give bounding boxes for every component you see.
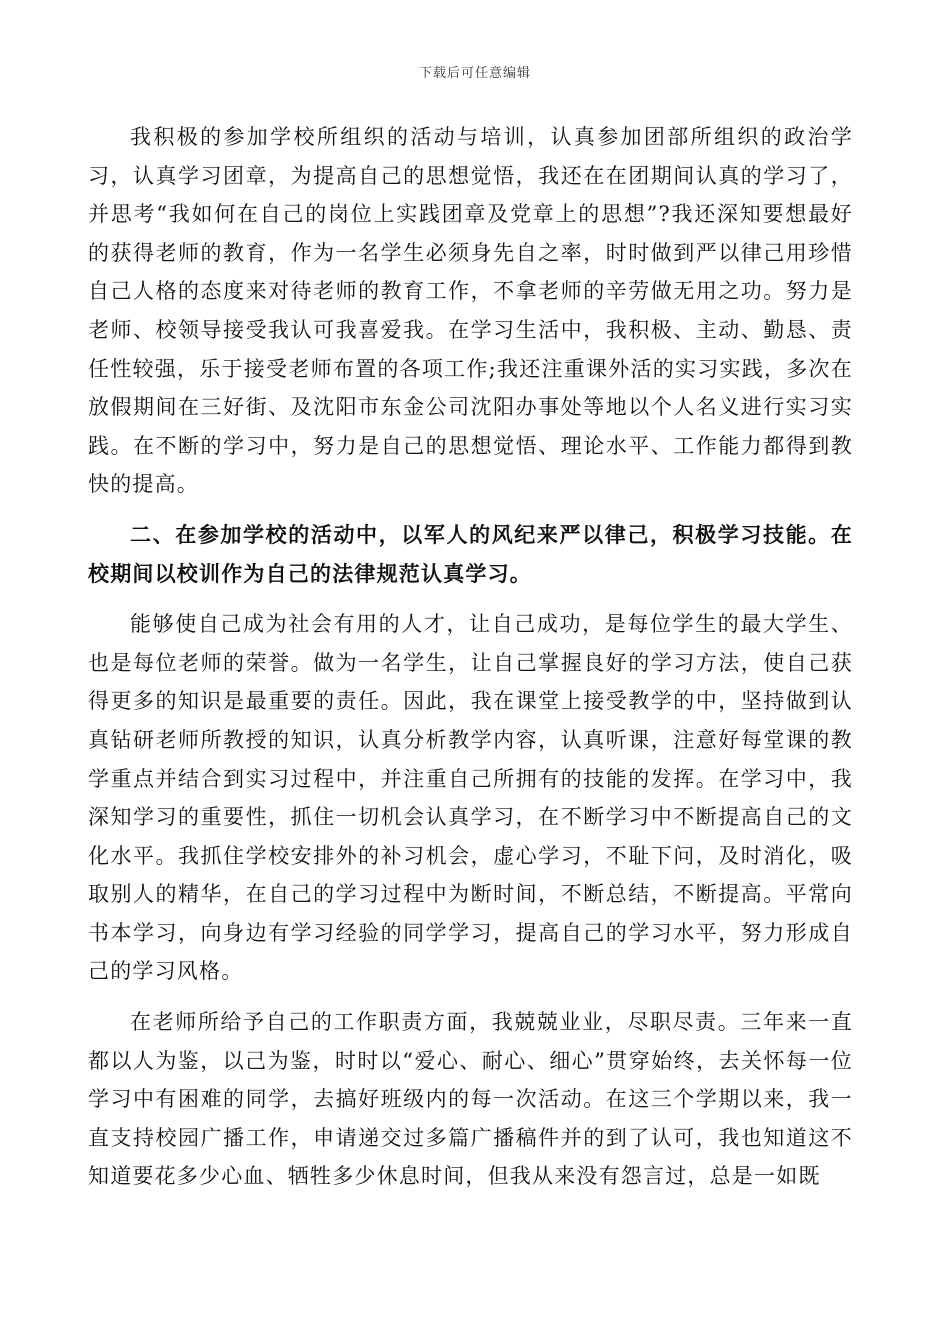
paragraph-study: 能够使自己成为社会有用的人才，让自己成功，是每位学生的最大学生、也是每位老师的荣誉。做为一名学生，让自己掌握良好的学习方法，使自己获得更多的知识是最重要的责任。因此，我在课堂上接受教学的中，坚持做到认真钻研老师所教授的知识，认真分析教学内容，认真听课，注意好每堂课的教学重点并结合到实习过程中，并注重自己所拥有的技能的发挥。在学习中，我深知学习的重要性，抓住一切机会认真学习，在不断学习中不断提高自己的文化水平。我抓住学校安排外的补习机会，虚心学习，不耻下问，及时消化，吸取别人的精华，在自己的学习过程中为断时间，不断总结，不断提高。平常向书本学习，向身边有学习经验的同学学习，提高自己的学习水平，努力形成自己的学习风格。 <box>88 612 853 984</box>
paragraph-activities: 我积极的参加学校所组织的活动与培训，认真参加团部所组织的政治学习，认真学习团章，为提高自己的思想觉悟，我还在在团期间认真的学习了，并思考“我如何在自己的岗位上实践团章及党章上的思想”?我还深知要想最好的获得老师的教育，作为一名学生必须身先自之率，时时做到严以律己用珍惜自己人格的态度来对待老师的教育工作，不拿老师的辛劳做无用之功。努力是老师、校领导接受我认可我喜爱我。在学习生活中，我积极、主动、勤恳、责任性较强，乐于接受老师布置的各项工作;我还注重课外活的实习实践，多次在放假期间在三好街、及沈阳市东金公司沈阳办事处等地以个人名义进行实习实践。在不断的学习中，努力是自己的思想觉悟、理论水平、工作能力都得到教快的提高。 <box>88 125 853 497</box>
document-body <box>88 118 853 1196</box>
paragraph-duties: 在老师所给予自己的工作职责方面，我兢兢业业，尽职尽责。三年来一直都以人为鉴，以己为鉴，时时以“爱心、耐心、细心”贯穿始终，去关怀每一位学习中有困难的同学，去搞好班级内的每一次活动。在这三个学期以来，我一直支持校园广播工作，申请递交过多篇广播稿件并的到了认可，我也知道这不知道要花多少心血、牺牲多少休息时间，但我从来没有怨言过，总是一如既 <box>88 1010 853 1189</box>
page-header: 下载后可任意编辑 <box>418 66 531 81</box>
section-heading: 二、在参加学校的活动中，以军人的风纪来严以律己，积极学习技能。在校期间以校训作为自己的法律规范认真学习。 <box>88 521 853 586</box>
